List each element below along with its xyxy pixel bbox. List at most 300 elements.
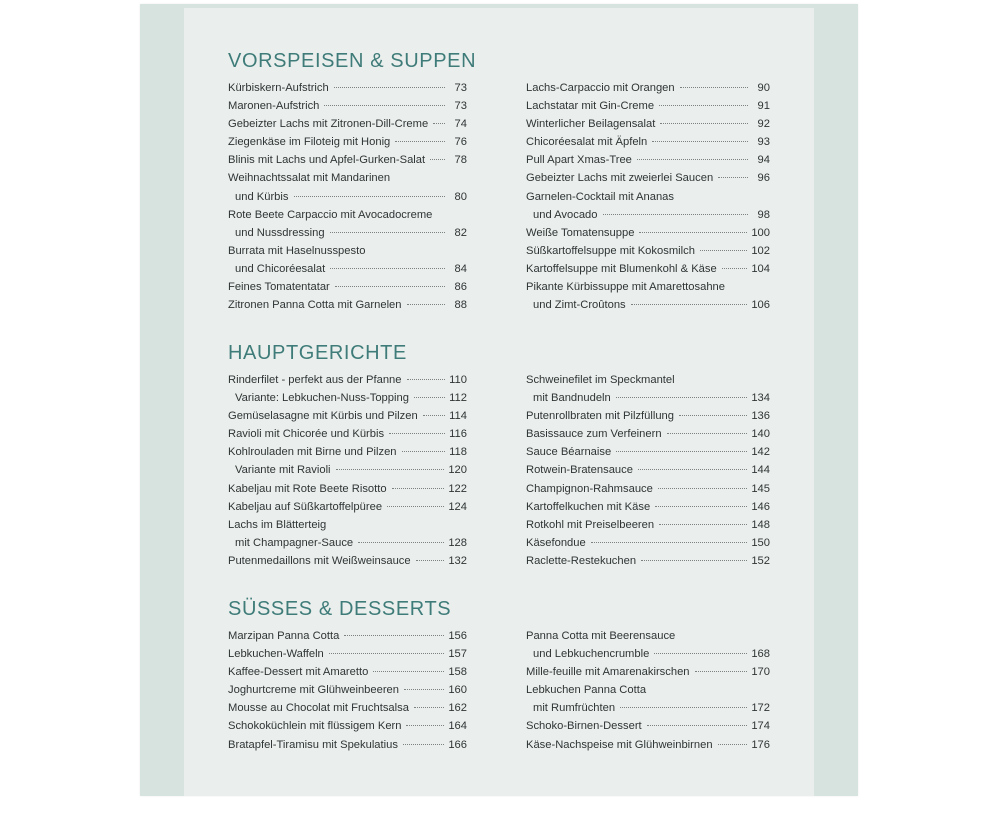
toc-entry-line (526, 371, 770, 389)
dot-leader (373, 671, 444, 672)
toc-entry (228, 717, 467, 735)
toc-page-number: 94 (757, 154, 770, 167)
dot-leader (404, 689, 444, 690)
toc-page-number: 142 (751, 446, 770, 459)
toc-entry (526, 169, 770, 187)
dot-leader (700, 250, 747, 251)
toc-entry-line (526, 151, 770, 169)
toc-page-number: 174 (751, 720, 770, 733)
toc-entry-title: Lebkuchen-Waffeln (228, 648, 324, 661)
toc-entry (526, 443, 770, 461)
toc-entry-line (526, 389, 770, 407)
toc-page-number: 132 (448, 554, 467, 567)
dot-leader (695, 671, 748, 672)
toc-entry-line (228, 663, 467, 681)
toc-entry (228, 681, 467, 699)
toc-entry-title: Kohlrouladen mit Birne und Pilzen (228, 446, 397, 459)
dot-leader (637, 159, 748, 160)
toc-entry (228, 627, 467, 645)
dot-leader (718, 177, 748, 178)
toc-entry (228, 278, 467, 296)
toc-entry-title: Ziegenkäse im Filoteig mit Honig (228, 136, 391, 149)
toc-page-number: 156 (448, 630, 467, 642)
toc-entry-title: Variante mit Ravioli (235, 464, 331, 477)
toc-page-number: 90 (757, 82, 770, 94)
toc-entry-line (228, 407, 467, 425)
toc-page-number: 166 (448, 738, 467, 751)
toc-page-number: 112 (449, 392, 467, 405)
toc-entry-line (526, 443, 770, 461)
toc-entry (228, 461, 467, 479)
toc-entry-line (526, 480, 770, 498)
toc-entry-title: und Nussdressing (235, 226, 325, 239)
toc-entry-title: Gebeizter Lachs mit Zitronen-Dill-Creme (228, 118, 429, 131)
toc-entry-title: Süßkartoffelsuppe mit Kokosmilch (526, 244, 695, 257)
dot-leader (659, 524, 747, 525)
toc-page-number: 140 (751, 428, 770, 441)
toc-entry-title: Raclette-Restekuchen (526, 554, 637, 567)
toc-entry (228, 79, 467, 97)
dot-leader (416, 560, 445, 561)
dot-leader (403, 744, 444, 745)
toc-page-number: 100 (751, 226, 770, 239)
toc-entry-line (526, 681, 770, 699)
toc-entry (228, 516, 467, 552)
toc-entry-title: Rotwein-Bratensauce (526, 464, 633, 477)
toc-entry-line (228, 278, 467, 296)
toc-entry-title: Lebkuchen Panna Cotta (526, 684, 647, 697)
toc-entry (228, 206, 467, 242)
toc-entry-line (228, 133, 467, 151)
toc-page-number: 148 (751, 518, 770, 531)
toc-entry-line (526, 717, 770, 735)
toc-entry (228, 296, 467, 314)
toc-entry-line (228, 425, 467, 443)
toc-entry-title: mit Bandnudeln (533, 392, 611, 405)
toc-column-right (526, 627, 770, 754)
toc-entry-line (228, 79, 467, 97)
toc-entry-title: und Zimt-Croûtons (533, 299, 626, 312)
toc-entry-title: Lachs im Blätterteig (228, 518, 327, 531)
toc-entry-line (526, 224, 770, 242)
dot-leader (358, 542, 444, 543)
dot-leader (641, 560, 747, 561)
dot-leader (652, 141, 748, 142)
toc-page-number: 144 (751, 464, 770, 477)
toc-entry-line (228, 736, 467, 754)
toc-entry (228, 389, 467, 407)
toc-entry (526, 278, 770, 314)
toc-entry-line (526, 79, 770, 97)
toc-entry (228, 498, 467, 516)
toc-entry-line (228, 516, 467, 534)
toc-entry (526, 371, 770, 407)
section-vorspeisen-suppen (228, 49, 770, 312)
toc-entry-line (228, 717, 467, 735)
toc-entry-line (526, 97, 770, 115)
toc-entry-line (228, 389, 467, 407)
toc-entry (228, 699, 467, 717)
dot-leader (616, 397, 748, 398)
toc-column-right (526, 371, 770, 570)
toc-entry-line (526, 552, 770, 570)
toc-entry (228, 151, 467, 169)
dot-leader (430, 159, 445, 160)
toc-entry-line (228, 699, 467, 717)
dot-leader (406, 725, 444, 726)
toc-entry-title: Mille-feuille mit Amarenakirschen (526, 666, 690, 679)
toc-entry-line (228, 443, 467, 461)
dot-leader (680, 87, 748, 88)
toc-entry-line (228, 115, 467, 133)
toc-columns (228, 371, 770, 571)
toc-entry-title: Marzipan Panna Cotta (228, 630, 340, 642)
toc-entry (526, 534, 770, 552)
section-heading: VORSPEISEN & SUPPEN (228, 50, 477, 72)
toc-entry (228, 425, 467, 443)
toc-entry-title: Maronen-Aufstrich (228, 100, 320, 113)
dot-leader (638, 469, 747, 470)
dot-leader (407, 304, 446, 305)
dot-leader (330, 232, 445, 233)
toc-entry-line (228, 169, 467, 187)
dot-leader (395, 141, 445, 142)
toc-entry-line (526, 260, 770, 278)
dot-leader (647, 725, 748, 726)
toc-page-number: 128 (448, 536, 467, 549)
dot-leader (392, 488, 445, 489)
toc-entry-title: mit Rumfrüchten (533, 702, 616, 715)
dot-leader (414, 397, 445, 398)
section-heading: SÜSSES & DESSERTS (228, 598, 452, 620)
toc-entry-title: Rinderfilet - perfekt aus der Pfanne (228, 374, 402, 386)
dot-leader (387, 506, 444, 507)
toc-page-number: 98 (757, 208, 770, 221)
toc-page-number: 158 (448, 666, 467, 679)
dot-leader (660, 123, 748, 124)
toc-entry-title: Rotkohl mit Preiselbeeren (526, 518, 655, 531)
book-page (140, 4, 858, 796)
toc-page-number: 152 (751, 554, 770, 567)
toc-entry (526, 552, 770, 570)
toc-entry-title: Kartoffelkuchen mit Käse (526, 500, 651, 513)
toc-page-number: 84 (454, 262, 467, 275)
toc-entry (228, 169, 467, 205)
toc-page-number: 172 (751, 702, 770, 715)
toc-entry-line (526, 645, 770, 663)
toc-entry-title: Panna Cotta mit Beerensauce (526, 630, 676, 642)
toc-entry-title: und Kürbis (235, 190, 289, 203)
toc-entry (228, 645, 467, 663)
toc-entry-line (228, 461, 467, 479)
toc-entry-line (526, 242, 770, 260)
toc-column-left (228, 79, 467, 314)
toc-entry-title: Schokoküchlein mit flüssigem Kern (228, 720, 402, 733)
toc-page-number: 73 (454, 82, 467, 94)
toc-entry-line (526, 296, 770, 314)
toc-entry-title: Gebeizter Lachs mit zweierlei Saucen (526, 172, 714, 185)
toc-entry (526, 133, 770, 151)
toc-entry-title: Variante: Lebkuchen-Nuss-Topping (235, 392, 409, 405)
toc-entry (228, 133, 467, 151)
section-hauptgerichte (228, 341, 770, 571)
toc-entry-line (228, 296, 467, 314)
toc-entry-title: Ravioli mit Chicorée und Kürbis (228, 428, 385, 441)
toc-page-number: 134 (751, 392, 770, 405)
toc-entry-line (526, 133, 770, 151)
toc-entry-title: Kabeljau auf Süßkartoffelpüree (228, 500, 383, 513)
toc-entry-line (228, 534, 467, 552)
toc-entry-line (526, 534, 770, 552)
toc-page-number: 176 (751, 738, 770, 751)
toc-entry-title: und Chicoréesalat (235, 262, 326, 275)
toc-entry (228, 443, 467, 461)
toc-entry-title: Feines Tomatentatar (228, 281, 330, 294)
toc-page-number: 73 (454, 100, 467, 113)
toc-entry-title: Garnelen-Cocktail mit Ananas (526, 190, 674, 203)
toc-entry-title: Weihnachtssalat mit Mandarinen (228, 172, 391, 185)
toc-page-number: 92 (757, 118, 770, 131)
toc-entry-line (526, 663, 770, 681)
toc-entry-title: Blinis mit Lachs und Apfel-Gurken-Salat (228, 154, 426, 167)
toc-columns (228, 79, 770, 312)
section-heading: HAUPTGERICHTE (228, 342, 407, 364)
toc-entry (228, 736, 467, 754)
toc-page-number: 136 (751, 410, 770, 423)
toc-entry (526, 663, 770, 681)
toc-entry (526, 627, 770, 663)
dot-leader (407, 379, 446, 380)
toc-page-number: 88 (454, 299, 467, 312)
toc-entry (526, 97, 770, 115)
dot-leader (389, 433, 445, 434)
toc-page-number: 162 (448, 702, 467, 715)
toc-entry-title: mit Champagner-Sauce (235, 536, 354, 549)
toc-entry-title: Pikante Kürbissuppe mit Amarettosahne (526, 281, 725, 294)
dot-leader (414, 707, 444, 708)
toc-page-number: 157 (448, 648, 467, 661)
toc-entry-line (228, 627, 467, 645)
toc-entry-title: Burrata mit Haselnusspesto (228, 244, 366, 257)
toc-entry (228, 97, 467, 115)
toc-entry-line (526, 278, 770, 296)
dot-leader (639, 232, 747, 233)
toc-page-number: 120 (448, 464, 467, 477)
toc-page-number: 146 (751, 500, 770, 513)
toc-entry (228, 407, 467, 425)
toc-entry (228, 663, 467, 681)
toc-entry-line (228, 480, 467, 498)
dot-leader (616, 451, 747, 452)
toc-entry-line (526, 206, 770, 224)
toc-entry-title: Chicoréesalat mit Äpfeln (526, 136, 648, 149)
toc-entry-line (526, 627, 770, 645)
dot-leader (330, 268, 445, 269)
dot-leader (667, 433, 748, 434)
toc-entry (526, 461, 770, 479)
toc-page-number: 145 (751, 482, 770, 495)
toc-entry-title: und Avocado (533, 208, 598, 221)
toc-page-number: 150 (751, 536, 770, 549)
toc-entry-line (526, 407, 770, 425)
toc-entry-line (228, 188, 467, 206)
toc-page-number: 122 (448, 482, 467, 495)
toc-entry-line (228, 552, 467, 570)
toc-column-right (526, 79, 770, 314)
toc-entry-title: Champignon-Rahmsauce (526, 482, 653, 495)
toc-page-number: 82 (454, 226, 467, 239)
dot-leader (654, 653, 747, 654)
dot-leader (679, 415, 747, 416)
dot-leader (335, 286, 445, 287)
dot-leader (334, 87, 445, 88)
toc-entry (526, 480, 770, 498)
toc-column-left (228, 627, 467, 754)
toc-entry (526, 79, 770, 97)
toc-entry-line (526, 169, 770, 187)
toc-entry-line (228, 371, 467, 389)
dot-leader (294, 196, 446, 197)
toc-entry-line (228, 681, 467, 699)
toc-entry-title: Käse-Nachspeise mit Glühweinbirnen (526, 738, 713, 751)
toc-entry (526, 242, 770, 260)
toc-entry-title: Zitronen Panna Cotta mit Garnelen (228, 299, 402, 312)
toc-page-number: 168 (751, 648, 770, 661)
toc-entry-title: Bratapfel-Tiramisu mit Spekulatius (228, 738, 398, 751)
dot-leader (423, 415, 445, 416)
toc-entry (526, 224, 770, 242)
toc-entry-line (526, 461, 770, 479)
toc-entry-line (526, 188, 770, 206)
toc-entry-line (228, 645, 467, 663)
toc-entry-title: Kartoffelsuppe mit Blumenkohl & Käse (526, 262, 717, 275)
dot-leader (655, 506, 747, 507)
toc-entry (526, 115, 770, 133)
toc-page-number: 102 (751, 244, 770, 257)
toc-entry-line (228, 242, 467, 260)
toc-entry-line (228, 97, 467, 115)
toc-entry (526, 151, 770, 169)
toc-page-number: 116 (449, 428, 467, 441)
toc-page-number: 91 (757, 100, 770, 113)
toc-entry-line (526, 736, 770, 754)
toc-entry-line (526, 699, 770, 717)
toc-entry (526, 681, 770, 717)
toc-entry-title: Sauce Béarnaise (526, 446, 612, 459)
toc-entry-title: Winterlicher Beilagensalat (526, 118, 656, 131)
toc-entry-title: Schoko-Birnen-Dessert (526, 720, 642, 733)
toc-entry-line (526, 516, 770, 534)
toc-page-number: 110 (449, 374, 467, 386)
toc-entry (228, 115, 467, 133)
toc-page-number: 104 (751, 262, 770, 275)
toc-entry-title: Lachstatar mit Gin-Creme (526, 100, 655, 113)
toc-entry-title: Kürbiskern-Aufstrich (228, 82, 329, 94)
dot-leader (620, 707, 747, 708)
toc-page-number: 106 (751, 299, 770, 312)
dot-leader (433, 123, 445, 124)
toc-entry-title: Mousse au Chocolat mit Fruchtsalsa (228, 702, 409, 715)
toc-entry-line (228, 206, 467, 224)
toc-page-number: 160 (448, 684, 467, 697)
toc-page-number: 93 (757, 136, 770, 149)
toc-entry (526, 407, 770, 425)
toc-page-number: 170 (751, 666, 770, 679)
toc-entry-title: Basissauce zum Verfeinern (526, 428, 662, 441)
toc-entry-line (526, 498, 770, 516)
toc-entry-title: Putenrollbraten mit Pilzfüllung (526, 410, 674, 423)
dot-leader (658, 488, 747, 489)
toc-entry (228, 552, 467, 570)
toc-page-number: 76 (454, 136, 467, 149)
toc-entry-line (228, 224, 467, 242)
toc-entry (526, 498, 770, 516)
toc-entry-line (228, 151, 467, 169)
toc-page-number: 164 (448, 720, 467, 733)
toc-entry-title: Pull Apart Xmas-Tree (526, 154, 632, 167)
toc-entry (526, 516, 770, 534)
toc-entry-title: und Lebkuchencrumble (533, 648, 650, 661)
section-suesses-desserts (228, 597, 770, 827)
toc-entry (526, 736, 770, 754)
toc-page-number: 74 (454, 118, 467, 131)
toc-entry-title: Käsefondue (526, 536, 586, 549)
toc-column-left (228, 371, 467, 570)
toc-entry-title: Weiße Tomatensuppe (526, 226, 635, 239)
toc-columns (228, 627, 770, 827)
toc-entry-title: Kabeljau mit Rote Beete Risotto (228, 482, 387, 495)
toc-entry-title: Gemüselasagne mit Kürbis und Pilzen (228, 410, 418, 423)
toc-page-number: 118 (449, 446, 467, 459)
toc-page-number: 78 (454, 154, 467, 167)
toc-entry-line (526, 425, 770, 443)
toc-entry-title: Lachs-Carpaccio mit Orangen (526, 82, 675, 94)
content-panel (184, 8, 814, 796)
toc-entry-title: Kaffee-Dessert mit Amaretto (228, 666, 369, 679)
dot-leader (324, 105, 445, 106)
dot-leader (336, 469, 445, 470)
toc-page-number: 124 (448, 500, 467, 513)
toc-entry-line (228, 260, 467, 278)
toc-entry (526, 188, 770, 224)
toc-entry (228, 480, 467, 498)
toc-entry-title: Rote Beete Carpaccio mit Avocadocreme (228, 208, 433, 221)
toc-entry (526, 260, 770, 278)
dot-leader (603, 214, 749, 215)
dot-leader (659, 105, 748, 106)
toc-entry (228, 371, 467, 389)
toc-entry-line (228, 498, 467, 516)
toc-entry-title: Schweinefilet im Speckmantel (526, 374, 675, 386)
dot-leader (631, 304, 748, 305)
toc-page-number: 86 (454, 281, 467, 294)
toc-entry-line (526, 115, 770, 133)
toc-page-number: 80 (454, 190, 467, 203)
dot-leader (591, 542, 748, 543)
toc-page-number: 114 (449, 410, 467, 423)
dot-leader (344, 635, 444, 636)
toc-entry-title: Joghurtcreme mit Glühweinbeeren (228, 684, 400, 697)
dot-leader (718, 744, 748, 745)
dot-leader (722, 268, 748, 269)
toc-entry (526, 425, 770, 443)
dot-leader (402, 451, 445, 452)
toc-page-number: 96 (757, 172, 770, 185)
toc-entry (228, 242, 467, 278)
dot-leader (329, 653, 445, 654)
toc-entry-title: Putenmedaillons mit Weißweinsauce (228, 554, 411, 567)
toc-entry (526, 717, 770, 735)
